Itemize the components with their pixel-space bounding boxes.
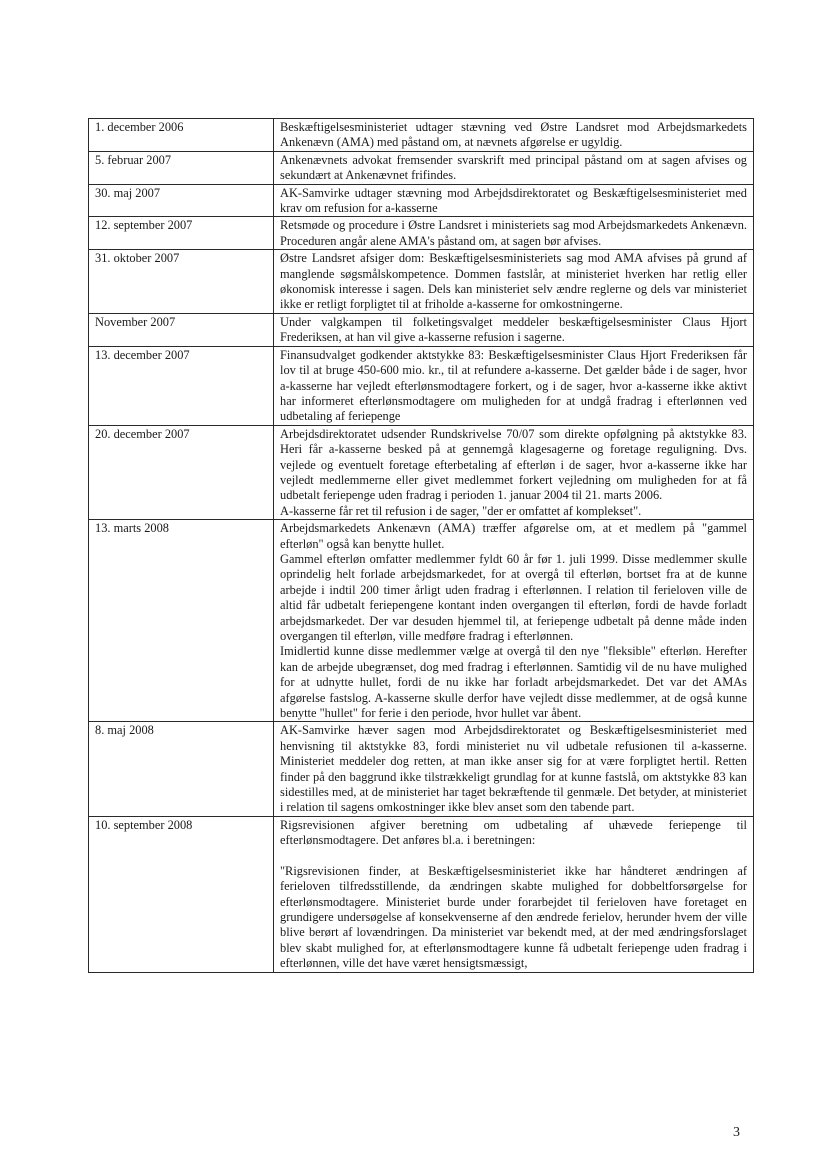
entry-paragraph: A-kasserne får ret til refusion i de sager, "der er omfattet af komplekset".	[280, 503, 642, 518]
entry-description	[274, 151, 754, 184]
entry-description	[274, 425, 754, 519]
entry-paragraph: Arbejdsmarkedets Ankenævn (AMA) træffer afgørelse om, at et medlem på "gammel efterløn" også kan benytte hullet.	[280, 521, 747, 551]
entry-description	[274, 722, 754, 816]
entry-date: 5. februar 2007	[89, 151, 274, 184]
entry-date: 13. marts 2008	[89, 520, 274, 722]
entry-description	[274, 346, 754, 425]
table-row	[89, 346, 754, 425]
table-row	[89, 520, 754, 722]
table-row	[89, 313, 754, 346]
entry-paragraph: Under valgkampen til folketingsvalget meddeler beskæftigelsesminister Claus Hjort Frederiksen, at han vil give a-kasserne refusion i sagerne.	[280, 314, 747, 345]
entry-paragraph: Retsmøde og procedure i Østre Landsret i ministeriets sag mod Arbejdsmarkedets Ankenævn. Proceduren angår alene AMA's påstand om, at sagen bør afvises.	[280, 218, 747, 248]
table-row	[89, 184, 754, 217]
entry-date: 8. maj 2008	[89, 722, 274, 816]
table-row	[89, 722, 754, 816]
table-row	[89, 151, 754, 184]
entry-paragraph: AK-Samvirke hæver sagen mod Arbejdsdirektoratet og Beskæftigelsesministeriet med henvisning til aktstykke 83, fordi ministeriet nu vil udbetale refusionen til a-kasserne. Ministeriet meddeler dog retten, at man ikke anser sig for at være forpligtet hertil. Retten finder på den baggrund ikke tilstrækkeligt grundlag for at kunne fastslå, om aktstykke 83 kan sidestilles med, at de ministeriet har taget bekræftende til genmæle. Det betyder, at ministeriet i relation til sagens omkostninger ikke blev anset som den tabende part.	[280, 723, 747, 815]
entry-paragraph: Finansudvalget godkender aktstykke 83: Beskæftigelsesminister Claus Hjort Frederiksen får lov til at bruge 450-600 mio. kr., til at refundere a-kasserne. Det gælder både i de sager, hvor a-kasserne har vejledt efterlønsmodtagere forkert, og i de sager, hvor a-kasserne ikke aktivt har informeret efterlønsmodtagere om muligheden for at undgå fradrag i efterlønnen ved udbetaling af feriepenge	[280, 347, 747, 424]
entry-date: 13. december 2007	[89, 346, 274, 425]
entry-paragraph: Gammel efterløn omfatter medlemmer fyldt 60 år før 1. juli 1999. Disse medlemmer skulle oprindelig helt forlade arbejdsmarkedet, for at overgå til efterløn, bortset fra at de kunne arbejde i indtil 200 timer årligt uden fradrag i efterlønnen. I relation til ferieloven ville de altid får udbetalt feriepengene kontant inden overgangen til efterløn, fordi de havde forladt arbejdsmarkedet. Der var desuden hjemmel til, at feriepenge udbetalt på denne måde inden overgangen til efterløn, ville medføre fradrag i efterlønnen.	[280, 551, 747, 643]
paragraph-spacer	[280, 849, 747, 864]
entry-paragraph: AK-Samvirke udtager stævning mod Arbejdsdirektoratet og Beskæftigelsesministeriet med krav om refusion for a-kasserne	[280, 185, 747, 216]
entry-date: 1. december 2006	[89, 119, 274, 152]
table-row	[89, 425, 754, 519]
entry-paragraph: Østre Landsret afsiger dom: Beskæftigelsesministeriets sag mod AMA afvises på grund af manglende søgsmålskompetence. Dommen fastslår, at ministeriet hverken har retlig eller økonomisk interesse i sagen. Dels kan ministeriet selv ændre reglerne og dels var ministeriet ikke er retligt forpligtet til at friholde a-kasserne for omkostningerne.	[280, 251, 747, 312]
entry-date: 12. september 2007	[89, 217, 274, 250]
table-row	[89, 217, 754, 250]
page-number: 3	[733, 1125, 740, 1140]
entry-paragraph: Arbejdsdirektoratet udsender Rundskrivelse 70/07 som direkte opfølgning på aktstykke 83. Heri får a-kasserne besked på at gennemgå klagesagerne og foretage reguligning. Dvs. vejlede og eventuelt foretage efterbetaling af efterløn i de sager, hvor a-kasserne ikke har vejledt medlemmerne eller givet medlemmet forkert vejledning om muligheden for at få udbetalt feriepenge uden fradrag i perioden 1. januar 2004 til 21. marts 2006.	[280, 426, 747, 503]
timeline-table	[88, 118, 754, 973]
entry-date: 31. oktober 2007	[89, 250, 274, 314]
entry-paragraph: Rigsrevisionen afgiver beretning om udbetaling af uhævede feriepenge til efterlønsmodtagere. Det anføres bl.a. i beretningen:	[280, 817, 747, 848]
entry-paragraph: Beskæftigelsesministeriet udtager stævning ved Østre Landsret mod Arbejdsmarkedets Ankenævn (AMA) med påstand om, at nævnets afgørelse er ugyldig.	[280, 120, 747, 150]
table-row	[89, 250, 754, 314]
entry-date: 20. december 2007	[89, 425, 274, 519]
entry-description	[274, 184, 754, 217]
entry-description	[274, 119, 754, 152]
entry-description	[274, 250, 754, 314]
entry-description	[274, 313, 754, 346]
entry-date: 30. maj 2007	[89, 184, 274, 217]
table-row	[89, 816, 754, 972]
table-row	[89, 119, 754, 152]
entry-quote: "Rigsrevisionen finder, at Beskæftigelsesministeriet ikke har håndteret ændringen af ferieloven tilfredsstillende, da ændringen skabte mulighed for dobbeltforsørgelse for efterlønsmodtagere. Ministeriet burde under forarbejdet til ferieloven have foretaget en grundigere undersøgelse af konsekvenserne af den ændrede ferielov, herunder hvem der ville blive berørt af lovændringen. Da ministeriet var bekendt med, at der med ændringsforslaget blev skabt mulighed for, at efterlønsmodtagere kunne få udbetalt feriepenge uden fradrag i efterlønnen, ville det have været hensigtsmæssigt,	[280, 863, 747, 971]
entry-description	[274, 217, 754, 250]
entry-paragraph: Ankenævnets advokat fremsender svarskrift med principal påstand om at sagen afvises og sekundært at Ankenævnet frifindes.	[280, 152, 747, 183]
entry-date: 10. september 2008	[89, 816, 274, 972]
entry-description	[274, 816, 754, 972]
entry-date: November 2007	[89, 313, 274, 346]
entry-description	[274, 520, 754, 722]
entry-paragraph: Imidlertid kunne disse medlemmer vælge at overgå til den nye "fleksible" efterløn. Herefter kan de arbejde ubegrænset, dog med fradrag i efterlønnen. Samtidig vil de nu have mulighed for at udnytte hullet, fordi de nu ikke har forladt arbejdsmarkedet. Det var det AMAs afgørelse fastslog. A-kasserne skulle derfor have vejledt disse medlemmer, at de også kunne benytte "hullet" for ferie i den periode, hvor hullet var åbent.	[280, 644, 747, 721]
